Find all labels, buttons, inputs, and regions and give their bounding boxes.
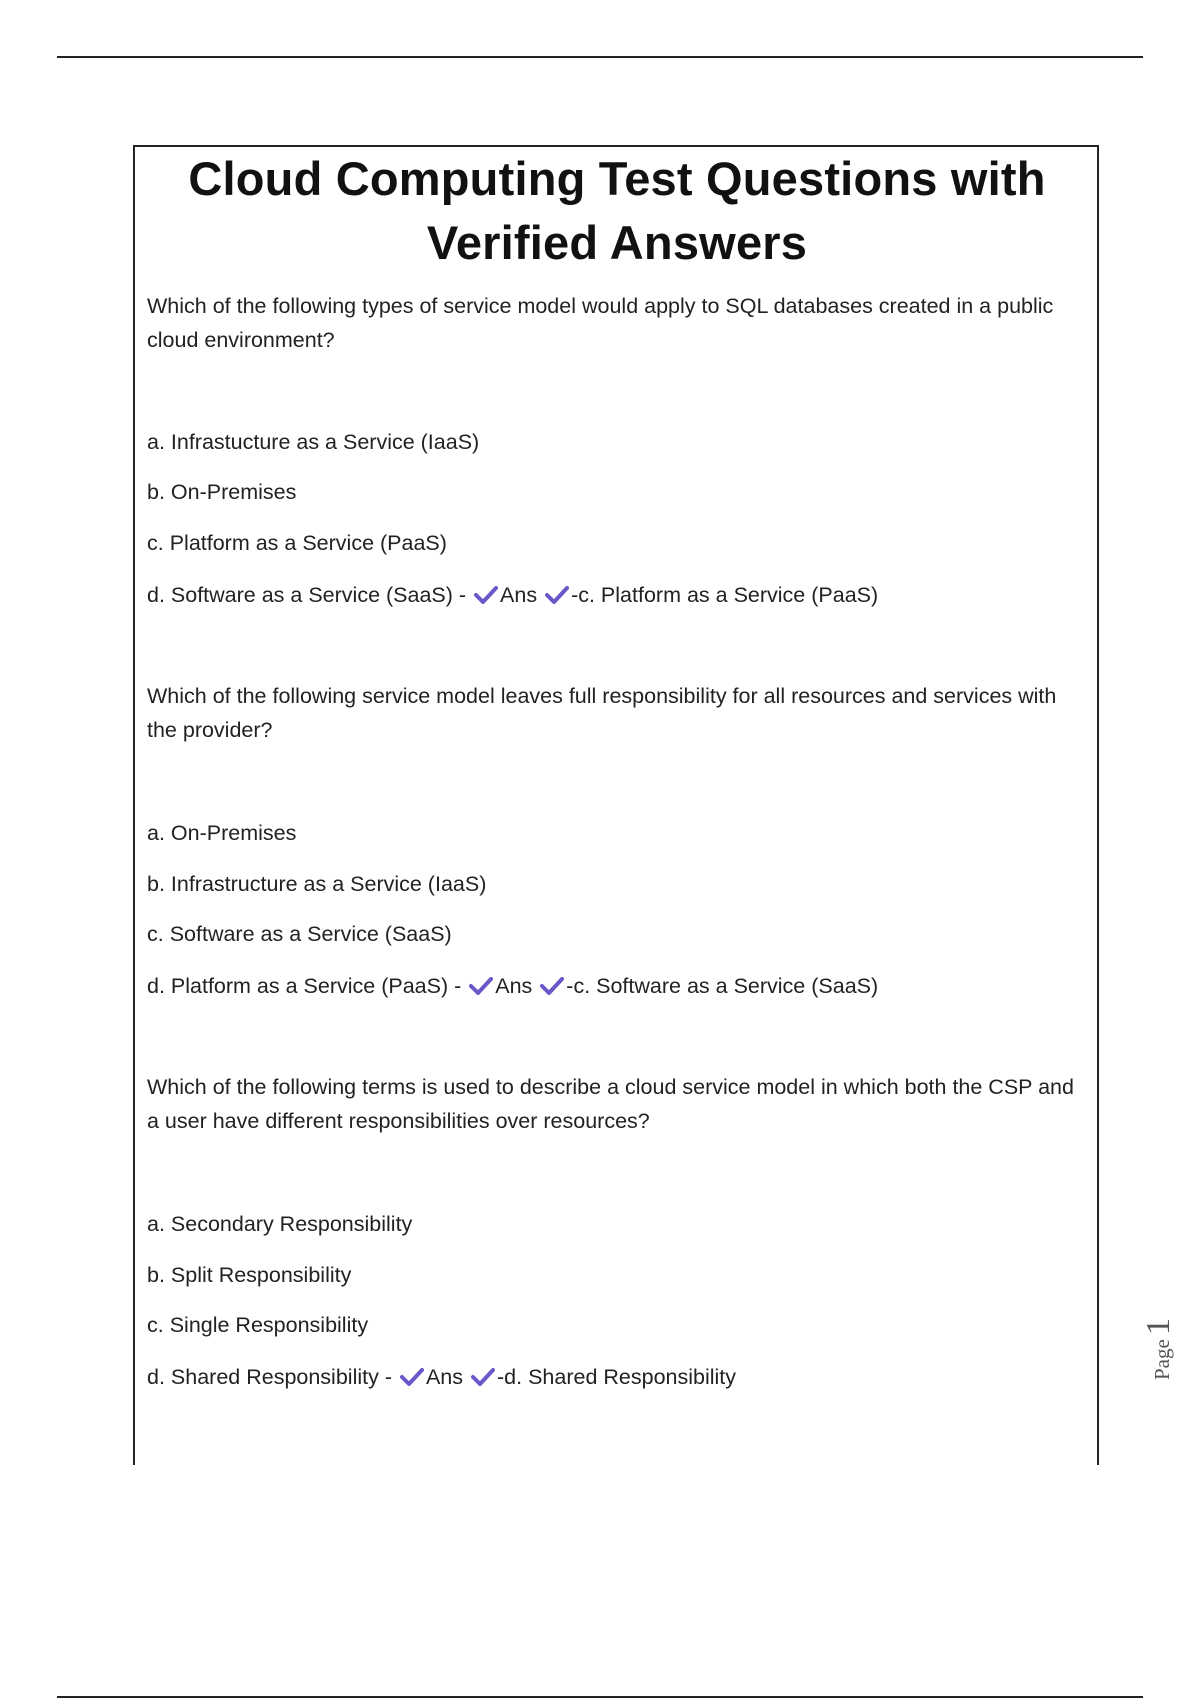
- page-label: Page: [1150, 1339, 1174, 1380]
- question-1-option-d-answer: [147, 580, 878, 610]
- title-line-2: Verified Answers: [426, 216, 808, 269]
- question-2-text: Which of the following service model leaves full responsibility for all resources and services with the provider?: [147, 684, 1057, 742]
- checkmark-icon: [471, 1368, 495, 1386]
- question-1-option-d: d. Software as a Service (SaaS) -: [147, 583, 467, 607]
- answer-label: Ans: [425, 1365, 464, 1389]
- document-title: [135, 147, 1099, 275]
- question-3-option-d: d. Shared Responsibility -: [147, 1365, 392, 1389]
- question-1-option-b: b. On-Premises: [147, 480, 297, 504]
- question-2-option-d-answer: [147, 971, 878, 1001]
- page-number-value: 1: [1140, 1318, 1177, 1336]
- checkmark-icon: [545, 586, 569, 604]
- question-3-text: Which of the following terms is used to describe a cloud service model in which both the CSP and a user have different responsibilities over resources?: [147, 1075, 1074, 1133]
- question-2-option-d: d. Platform as a Service (PaaS) -: [147, 974, 462, 998]
- question-1-answer: -c. Platform as a Service (PaaS): [571, 583, 879, 607]
- answer-label: Ans: [495, 974, 533, 998]
- question-frame: [133, 145, 1099, 1465]
- question-1-text: Which of the following types of service model would apply to SQL databases created in a public cloud environment?: [147, 294, 1054, 352]
- page-number: [1140, 1318, 1178, 1380]
- question-3-option-a: a. Secondary Responsibility: [147, 1212, 413, 1236]
- checkmark-icon: [474, 586, 498, 604]
- question-2-option-c: c. Software as a Service (SaaS): [147, 922, 452, 946]
- question-3-answer: -d. Shared Responsibility: [497, 1365, 737, 1389]
- checkmark-icon: [469, 977, 493, 995]
- question-3-option-b: b. Split Responsibility: [147, 1263, 352, 1287]
- question-3-option-c: c. Single Responsibility: [147, 1313, 369, 1337]
- question-2-option-a: a. On-Premises: [147, 821, 297, 845]
- question-2-option-b: b. Infrastructure as a Service (IaaS): [147, 872, 487, 896]
- answer-label: Ans: [500, 583, 538, 607]
- checkmark-icon: [400, 1368, 424, 1386]
- question-3-option-d-answer: [147, 1362, 736, 1392]
- header-rule: [57, 56, 1143, 58]
- question-1-option-c: c. Platform as a Service (PaaS): [147, 531, 447, 555]
- footer-rule: [57, 1696, 1143, 1698]
- question-1-option-a: a. Infrastucture as a Service (IaaS): [147, 430, 480, 454]
- checkmark-icon: [540, 977, 564, 995]
- question-2-answer: -c. Software as a Service (SaaS): [566, 974, 879, 998]
- title-line-1: Cloud Computing Test Questions with: [188, 152, 1046, 205]
